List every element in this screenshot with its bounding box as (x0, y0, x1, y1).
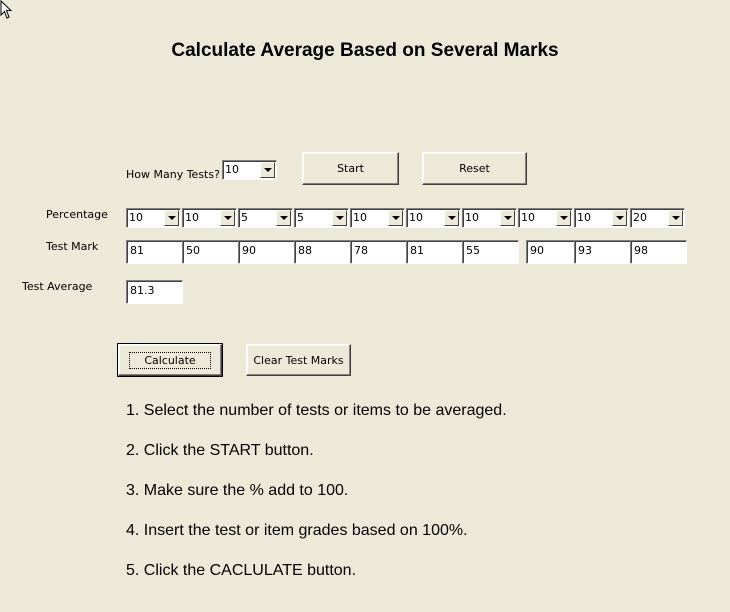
test-average-label: Test Average (22, 280, 93, 293)
percentage-value: 10 (521, 211, 535, 224)
chevron-down-icon[interactable] (276, 210, 291, 226)
percentage-value: 10 (577, 211, 591, 224)
chevron-down-icon[interactable] (332, 210, 347, 226)
percentage-value: 10 (129, 211, 143, 224)
test-mark-field-7[interactable]: 55 (462, 240, 519, 264)
percentage-select-4[interactable] (294, 208, 349, 228)
test-mark-field-6[interactable]: 81 (406, 240, 463, 264)
chevron-down-icon[interactable] (500, 210, 515, 226)
test-mark-field-2[interactable]: 50 (182, 240, 239, 264)
calculate-button[interactable] (118, 344, 222, 376)
percentage-select-7[interactable] (462, 208, 517, 228)
start-button[interactable]: Start (302, 152, 399, 185)
reset-button[interactable]: Reset (422, 152, 527, 185)
percentage-select-3[interactable] (238, 208, 293, 228)
chevron-down-icon[interactable] (444, 210, 459, 226)
percentage-select-9[interactable] (574, 208, 629, 228)
calculate-button-label: Calculate (129, 352, 210, 369)
percentage-value: 10 (465, 211, 479, 224)
test-mark-field-8[interactable]: 90 (526, 240, 583, 264)
percentage-value: 5 (297, 211, 304, 224)
percentage-select-1[interactable] (126, 208, 181, 228)
num-tests-select[interactable] (222, 160, 277, 180)
test-mark-field-3[interactable]: 90 (238, 240, 295, 264)
percentage-select-5[interactable] (350, 208, 405, 228)
percentage-value: 5 (241, 211, 248, 224)
chevron-down-icon[interactable] (556, 210, 571, 226)
chevron-down-icon[interactable] (388, 210, 403, 226)
instruction-3: 3. Make sure the % add to 100. (126, 482, 349, 499)
how-many-tests-label: How Many Tests? (126, 168, 220, 181)
percentage-select-2[interactable] (182, 208, 237, 228)
test-mark-field-9[interactable]: 93 (574, 240, 631, 264)
instruction-1: 1. Select the number of tests or items to be averaged. (126, 402, 507, 419)
chevron-down-icon[interactable] (220, 210, 235, 226)
percentage-value: 20 (633, 211, 647, 224)
chevron-down-icon[interactable] (612, 210, 627, 226)
chevron-down-icon[interactable] (668, 210, 683, 226)
percentage-select-10[interactable] (630, 208, 685, 228)
percentage-value: 10 (353, 211, 367, 224)
test-average-field[interactable]: 81.3 (126, 280, 183, 304)
percentage-label: Percentage (46, 208, 108, 221)
chevron-down-icon[interactable] (164, 210, 179, 226)
num-tests-value: 10 (225, 163, 239, 176)
chevron-down-icon[interactable] (260, 162, 275, 178)
test-mark-field-5[interactable]: 78 (350, 240, 407, 264)
test-mark-field-10[interactable]: 98 (630, 240, 687, 264)
mouse-cursor-icon (0, 0, 14, 20)
percentage-value: 10 (409, 211, 423, 224)
instruction-4: 4. Insert the test or item grades based on 100%. (126, 522, 468, 539)
percentage-value: 10 (185, 211, 199, 224)
percentage-select-6[interactable] (406, 208, 461, 228)
instruction-5: 5. Click the CACLULATE button. (126, 562, 357, 579)
page-title: Calculate Average Based on Several Marks (171, 40, 559, 61)
clear-test-marks-button[interactable]: Clear Test Marks (246, 344, 351, 376)
percentage-select-8[interactable] (518, 208, 573, 228)
instruction-2: 2. Click the START button. (126, 442, 314, 459)
test-mark-field-1[interactable]: 81 (126, 240, 183, 264)
test-mark-field-4[interactable]: 88 (294, 240, 351, 264)
test-mark-label: Test Mark (46, 240, 99, 253)
